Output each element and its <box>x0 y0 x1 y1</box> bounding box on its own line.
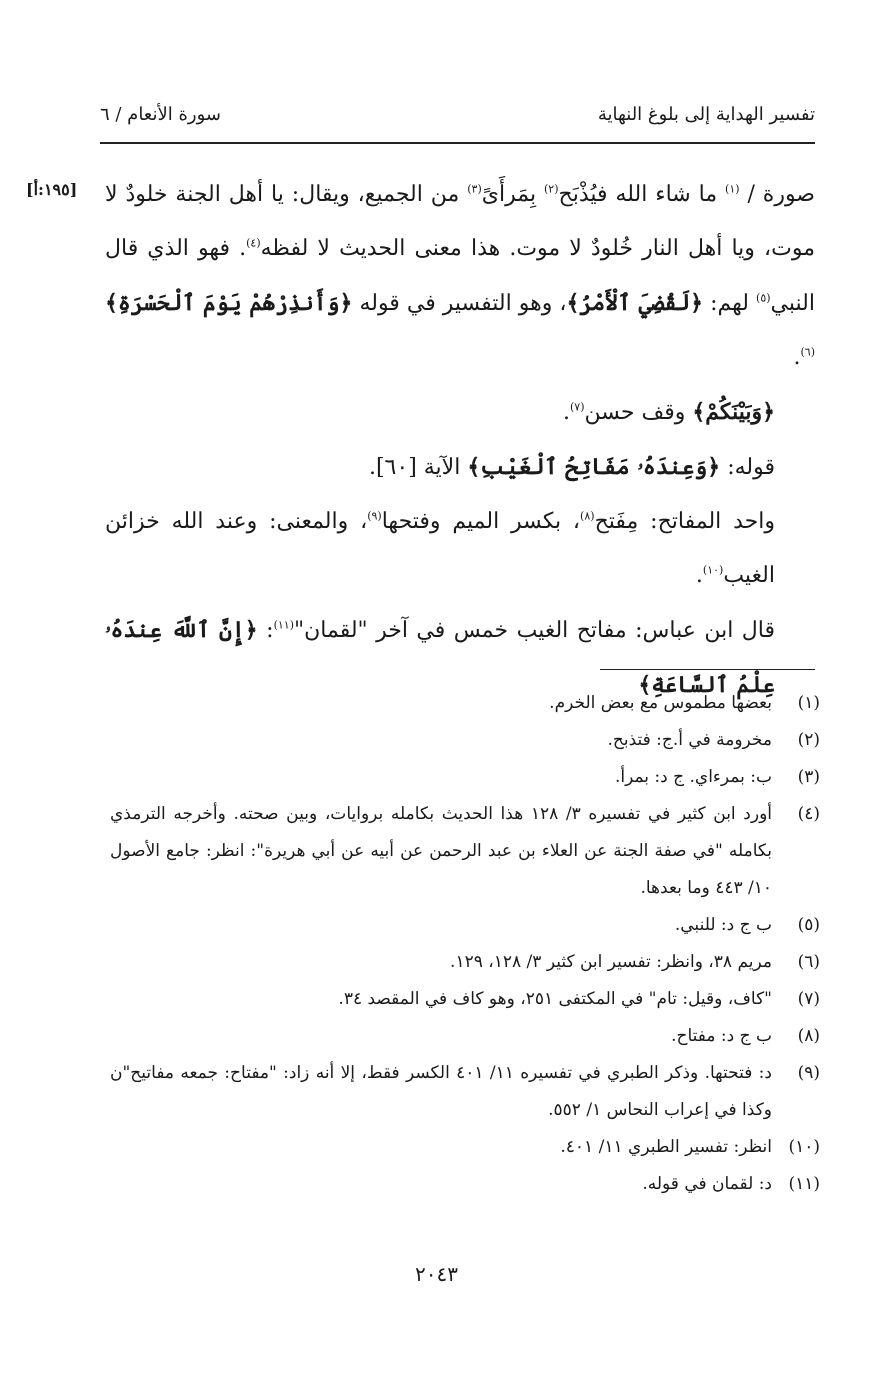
text-run: قال ابن عباس: مفاتح الغيب خمس في آخر "لقمان" <box>294 618 776 643</box>
footnote-number: (٩) <box>797 1063 820 1083</box>
footnote <box>110 1129 820 1166</box>
footnote <box>110 796 820 907</box>
header-rule <box>100 142 815 144</box>
footnote-number: (١١) <box>788 1174 820 1194</box>
text-run: واحد المفاتح: مِفَتح <box>594 509 775 534</box>
footnote-text: ب: بمرءاي. ج د: بمرأ. <box>614 767 772 787</box>
text-run: الآية [٦٠]. <box>368 455 468 480</box>
page-number: ٢٠٤٣ <box>415 1262 458 1286</box>
footnote-number: (٨) <box>797 1026 820 1046</box>
footnote <box>110 1018 820 1055</box>
text-run: من الجميع، ويقال: يا أهل الجنة خلودٌ لا موت، ويا أهل النار خُلودٌ لا موت. هذا معنى الحديث لا لفظه <box>105 182 815 261</box>
footnote-ref: (٧) <box>570 400 585 414</box>
footnote <box>110 722 820 759</box>
text-run: صورة / <box>739 182 815 207</box>
footnote-text: مخرومة في أ.ج: فتذبح. <box>607 730 772 750</box>
paragraph-2 <box>105 385 815 440</box>
quran-quote: ﴿وَعِندَهُۥ مَفَاتِحُ ٱلْغَيْبِ﴾ <box>467 454 721 480</box>
footnote-ref: (٦) <box>800 345 815 359</box>
footnotes <box>110 685 820 1203</box>
quran-quote: ﴿وَبَيْنَكُمْ﴾ <box>692 399 775 425</box>
text-run: ما شاء الله فيُذْبَح <box>558 182 726 207</box>
text-run: لهم: <box>703 291 757 316</box>
footnote <box>110 1055 820 1129</box>
footnote-number: (١٠) <box>788 1137 820 1157</box>
footnote-ref: (١١) <box>273 618 294 632</box>
footnote-ref: (٨) <box>580 509 595 523</box>
footnote-text: بعضها مطموس مع بعض الخرم. <box>549 693 772 713</box>
text-run: ، والمعنى: وعند الله خزائن الغيب <box>105 509 775 588</box>
footnote-ref: (٤) <box>246 236 261 250</box>
text-run: . فهو الذي قال النبي <box>105 236 815 316</box>
text-run: قوله: <box>720 455 775 480</box>
footnote <box>110 944 820 981</box>
paragraph-1 <box>105 168 815 385</box>
footnote-number: (٤) <box>797 804 820 824</box>
footnote <box>110 907 820 944</box>
quran-quote: ﴿لَقُضِيَ ٱلْأَمْرُ﴾ <box>566 290 704 316</box>
footnote-ref: (٣) <box>467 182 482 196</box>
footnote <box>110 685 820 722</box>
footnote-ref: (٥) <box>756 291 771 305</box>
book-title: تفسير الهداية إلى بلوغ النهاية <box>597 104 815 125</box>
footnote <box>110 1166 820 1203</box>
footnote-ref: (١٠) <box>702 563 724 577</box>
footnote-text: ب ج د: للنبي. <box>674 915 772 935</box>
footnote <box>110 981 820 1018</box>
footnote-number: (٢) <box>797 730 820 750</box>
footnote-ref: (٢) <box>543 182 559 196</box>
paragraph-4 <box>105 495 815 603</box>
surah-title: سورة الأنعام / ٦ <box>100 104 221 125</box>
footnote-text: ب ج د: مفتاح. <box>671 1026 772 1046</box>
footnote-text: د: لقمان في قوله. <box>642 1174 772 1194</box>
paragraph-3 <box>105 440 815 495</box>
footnote-text: أورد ابن كثير في تفسيره ٣/ ١٢٨ هذا الحديث بكامله بروايات، وبين صحته. وأخرجه الترمذي بكامله "في صفة الجنة عن العلاء بن عبد الرحمن عن أبيه عن أبي هريرة": انظر: جامع الأصول ١٠/ ٤٤٣ وما بعدها. <box>110 804 773 898</box>
footnote-separator <box>600 669 815 670</box>
page-header <box>100 100 815 140</box>
text-run: . <box>563 400 570 425</box>
footnote-number: (١) <box>797 693 820 713</box>
quran-quote: ﴿إِنَّ ٱللَّهَ عِندَهُۥ عِلْمُ ٱلسَّاعَةِ﴾ <box>105 617 775 698</box>
footnote-ref: (١) <box>725 182 740 196</box>
footnote-number: (٣) <box>797 767 820 787</box>
footnote-text: "كاف، وقيل: تام" في المكتفى ٢٥١، وهو كاف في المقصد ٣٤. <box>338 989 772 1009</box>
text-run: . <box>695 563 703 588</box>
footnote-number: (٦) <box>797 952 820 972</box>
text-run: : <box>257 618 274 643</box>
text-run: بِمَرأَىً <box>481 182 544 207</box>
footnote-number: (٧) <box>797 989 820 1009</box>
text-run: . <box>793 345 801 370</box>
text-run: وقف حسن <box>584 400 693 425</box>
footnote-text: د: فتحتها. وذكر الطبري في تفسيره ١١/ ٤٠١ الكسر فقط، إلا أنه زاد: "مفتاح: جمعه مفاتيح"ن وكذا في إعراب النحاس ١/ ٥٥٢. <box>110 1063 772 1120</box>
manuscript-margin-reference: [١٩٥:أ] <box>26 180 78 199</box>
text-run: ، بكسر الميم وفتحها <box>381 509 581 534</box>
footnote-ref: (٩) <box>367 509 382 523</box>
footnote-text: انظر: تفسير الطبري ١١/ ٤٠١. <box>560 1137 772 1157</box>
text-run: ، وهو التفسير في قوله <box>352 291 567 316</box>
footnote <box>110 759 820 796</box>
footnote-text: مريم ٣٨، وانظر: تفسير ابن كثير ٣/ ١٢٨، ١٢٩. <box>450 952 772 972</box>
quran-quote: ﴿وَأَنذِرْهُمْ يَوْمَ ٱلْحَسْرَةِ﴾ <box>105 290 353 316</box>
footnote-number: (٥) <box>797 915 820 935</box>
main-text <box>105 168 815 713</box>
